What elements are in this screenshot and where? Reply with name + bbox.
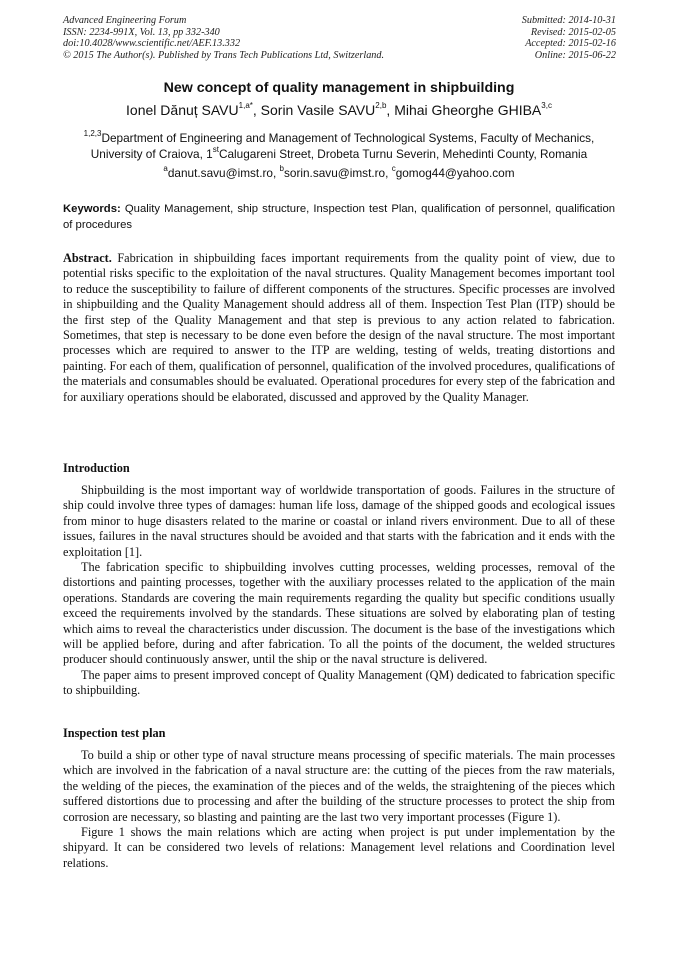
affiliation-line-1: $^{1,2,3}$Department of Engineering and Management of Technological Systems, Faculty of Mechanics, xyxy=(83,129,595,145)
author-name: Ionel Dănuț SAVU xyxy=(126,102,239,118)
author-affiliation-mark: 1,a* xyxy=(238,101,253,111)
section-heading-inspection-test-plan: Inspection test plan xyxy=(63,726,166,740)
keywords xyxy=(63,202,615,233)
doi-line: doi:10.4028/www.scientific.net/AEF.13.332 xyxy=(63,38,241,50)
author-affiliation-mark: 3,c xyxy=(541,101,552,111)
abstract-label: Abstract. xyxy=(63,251,112,265)
email-address[interactable]: danut.savu@imst.ro xyxy=(167,166,273,180)
affiliation xyxy=(40,130,638,162)
affiliation-mark: 1,2,3 xyxy=(83,129,102,139)
revised-date: Revised: 2015-02-05 xyxy=(530,26,616,38)
email-mark: a xyxy=(163,164,168,174)
paper-title: New concept of quality management in shipbuilding xyxy=(163,80,515,96)
online-date: Online: 2015-06-22 xyxy=(534,49,616,61)
submission-dates xyxy=(522,15,616,61)
author-emails: $^a$danut.savu@imst.ro, $^b$sorin.savu@imst.ro, $^c$gomog44@yahoo.com xyxy=(163,164,515,180)
author-separator: , xyxy=(386,102,395,118)
accepted-date: Accepted: 2015-02-16 xyxy=(525,38,616,50)
email-mark: c xyxy=(391,164,396,174)
email-address[interactable]: sorin.savu@imst.ro xyxy=(283,166,386,180)
inspection-test-plan-body xyxy=(63,748,615,871)
keywords-text: Quality Management, ship structure, Inspection test Plan, qualification of personnel, qualification of procedures xyxy=(63,203,616,231)
keywords-label: Keywords: xyxy=(63,203,121,215)
introduction-body xyxy=(63,483,615,699)
copyright-line: © 2015 The Author(s). Published by Trans Tech Publications Ltd, Switzerland. xyxy=(63,49,385,61)
submitted-date: Submitted: 2014-10-31 xyxy=(521,15,616,26)
author-separator: , xyxy=(252,102,261,118)
email-mark: b xyxy=(279,164,284,174)
section-heading-introduction: Introduction xyxy=(63,461,130,475)
paragraph: The paper aims to present improved concept of Quality Management (QM) dedicated to fabrication specific to shipbuilding. xyxy=(63,667,615,698)
ordinal-suffix: st xyxy=(212,145,219,155)
abstract-text: Fabrication in shipbuilding faces important requirements from the quality point of view, due to potential risks specific to the exploitation of the naval structures. Quality Management becomes important tool to reduce the susceptibility to failure of different components of the structures. Specific processes are involved in shipbuilding and the Quality Management should address all of them. Inspection Test Plan (ITP) should be the first step of the Quality Management and that step is previous to any action related to fabrication. Sometimes, that step is necessary to be done even before the design of the naval structure. The most important processes which are required to answer to the ITP are welding, testing of welds, treating distortions and painting. For each of them, qualification of personnel, qualification of the involved procedures, qualifications of the materials and consumables should be evaluated. Operational procedures for every step of the fabrication and for auxiliary operations should be elaborated, discussed and approved by the Quality Manager. xyxy=(63,251,615,404)
journal-name: Advanced Engineering Forum xyxy=(63,15,187,26)
paragraph: Shipbuilding is the most important way of worldwide transportation of goods. Failures in the structure of ship could involve three types of damages: human life loss, damage of the shipped goods and ecological issues from minor to huge disasters related to the marine or coastal or inland rivers environment. Due to all of these issues, failures in the naval structures should be avoided and that starts with the fabrication and it ends with the exploitation [1]. xyxy=(63,483,615,559)
paragraph: To build a ship or other type of naval structure means processing of specific materials. The main processes which are involved in the fabrication of a naval structure are: the cutting of the pieces from the raw materials, the welding of the pieces, the examination of the pieces and of the welds, the straightening of the pieces which suffered distortions due to processing and after the building of the structure processes to protect the ship from corrosion are necessary, so blasting and painting are the last two very important processes (Figure 1). xyxy=(63,748,615,824)
paragraph: The fabrication specific to shipbuilding involves cutting processes, welding processes, removal of the distortions and painting processes, together with the auxiliary processes related to the application of the main operations. Standards are covering the main requirements regarding the quality but specific conditions usually exceed the requirements involved by the standards. These situations are solved by elaborating plan of testing which aims to reveal the characteristics under discussion. The document is the base of the investigations which will be applied before, during and after fabrication. To all the points of the document, the welded structures producer should continuously answer, until the ship or the naval structure is delivered. xyxy=(63,560,615,667)
author-list xyxy=(0,101,678,119)
abstract xyxy=(63,251,615,405)
author-name: Mihai Gheorghe GHIBA xyxy=(394,102,542,118)
affiliation-line-2: University of Craiova, 1stCalugareni Street, Drobeta Turnu Severin, Mehedinti County, Romania xyxy=(90,145,588,161)
paragraph: Figure 1 shows the main relations which are acting when project is put under implementation by the shipyard. It can be considered two levels of relations: Management level relations and Coordination level relations. xyxy=(63,825,615,870)
journal-info xyxy=(63,15,384,61)
author-name: Sorin Vasile SAVU xyxy=(260,102,376,118)
issn-line: ISSN: 2234-991X, Vol. 13, pp 332-340 xyxy=(63,26,220,38)
author-affiliation-mark: 2,b xyxy=(375,101,387,111)
email-address[interactable]: gomog44@yahoo.com xyxy=(395,166,515,180)
